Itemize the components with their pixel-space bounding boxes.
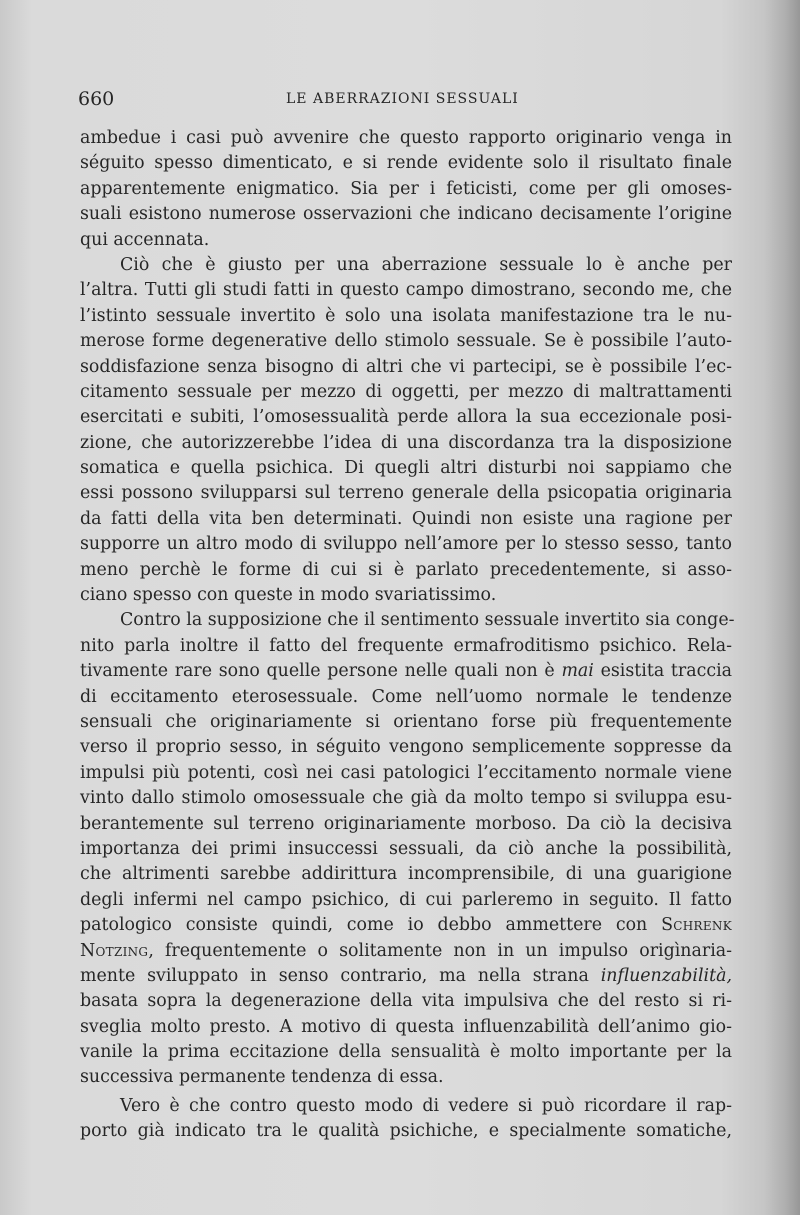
text-line [80, 939, 732, 964]
body-text [80, 126, 735, 1145]
text-line: successiva permanente tendenza di essa. [80, 1067, 444, 1088]
text-line: impulsi più potenti, così nei casi patologici l’eccitamento normale viene [80, 762, 732, 783]
author-name: Schrenk [661, 915, 732, 936]
text-line: esercitati e subiti, l’omosessualità perde allora la sua eccezionale posi- [80, 407, 732, 428]
text-line: soddisfazione senza bisogno di altri che vi partecipi, se è possibile l’ec- [80, 356, 732, 377]
text-line: che altrimenti sarebbe addirittura incomprensibile, di una guarigione [80, 864, 732, 885]
text-line: vinto dallo stimolo omosessuale che già da molto tempo si sviluppa esu- [80, 788, 732, 809]
text-line [80, 913, 732, 938]
line-segment: tivamente rare sono quelle persone nelle quali non è [80, 661, 562, 682]
paragraph-start-line: Ciò che è giusto per una aberrazione sessuale lo è anche per [120, 254, 732, 275]
text-line: porto già indicato tra le qualità psichiche, e specialmente somatiche, [80, 1121, 732, 1142]
text-line: sensuali che originariamente si orientano forse più frequentemente [80, 711, 732, 732]
paragraph-start-line: Contro la supposizione che il sentimento sessuale invertito sia conge- [120, 610, 735, 631]
text-line: séguito spesso dimenticato, e si rende evidente solo il risultato finale [80, 153, 732, 174]
text-line: citamento sessuale per mezzo di oggetti, per mezzo di maltrattamenti [80, 381, 732, 402]
text-line: merose forme degenerative dello stimolo sessuale. Se è possibile l’auto- [80, 331, 732, 352]
text-line [80, 659, 732, 684]
text-line: basata sopra la degenerazione della vita impulsiva che del resto si ri- [80, 991, 732, 1012]
text-line: l’altra. Tutti gli studi fatti in questo campo dimostrano, secondo me, che [80, 280, 732, 301]
italic-word: influenzabilità, [600, 965, 732, 986]
text-line: supporre un altro modo di sviluppo nell’amore per lo stesso sesso, tanto [80, 534, 732, 555]
text-line: apparentemente enigmatico. Sia per i feticisti, come per gli omoses- [80, 178, 732, 199]
text-line [80, 964, 732, 989]
text-line: vanile la prima eccitazione della sensualità è molto importante per la [80, 1042, 732, 1063]
text-line: essi possono svilupparsi sul terreno generale della psicopatia originaria [80, 483, 732, 504]
page-number: 660 [78, 88, 115, 110]
line-segment: esistita traccia [593, 661, 732, 682]
text-line: importanza dei primi insuccessi sessuali, da ciò anche la possibilità, [80, 838, 732, 859]
italic-word: mai [561, 661, 594, 682]
text-line: ambedue i casi può avvenire che questo rapporto originario venga in [80, 128, 732, 148]
text-line: berantemente sul terreno originariamente morboso. Da ciò la decisiva [80, 813, 732, 834]
line-segment: patologico consiste quindi, come io debbo ammettere con [80, 915, 662, 936]
paragraph-start-line: Vero è che contro questo modo di vedere si può ricordare il rap- [120, 1095, 732, 1116]
text-line: qui accennata. [80, 229, 210, 250]
line-segment: mente sviluppato in senso contrario, ma nella strana [80, 965, 601, 986]
text-line: verso il proprio sesso, in séguito vengono semplicemente soppresse da [80, 737, 732, 758]
text-line: di eccitamento eterosessuale. Come nell’uomo normale le tendenze [80, 686, 732, 707]
line-segment: , frequentemente o solitamente non in un impulso origìnaria- [148, 940, 732, 961]
page-header [72, 88, 732, 116]
text-line: sveglia molto presto. A motivo di questa influenzabilità dell’animo gio- [80, 1016, 732, 1037]
author-name: Notzing [80, 940, 149, 961]
text-line: l’istinto sessuale invertito è solo una isolata manifestazione tra le nu- [80, 305, 732, 326]
text-line: suali esistono numerose osservazioni che indicano decisamente l’origine [80, 204, 732, 225]
text-line: ciano spesso con queste in modo svariatissimo. [80, 585, 497, 606]
text-line: degli infermi nel campo psichico, di cui parleremo in seguito. Il fatto [80, 889, 732, 910]
page-edge-shadow [764, 0, 800, 1215]
text-line: meno perchè le forme di cui si è parlato precedentemente, si asso- [80, 559, 732, 580]
running-title: LE ABERRAZIONI SESSUALI [286, 91, 519, 107]
text-line: somatica e quella psichica. Di quegli altri disturbi noi sappiamo che [80, 458, 732, 479]
text-line: zione, che autorizzerebbe l’idea di una discordanza tra la disposizione [80, 432, 732, 453]
text-line: nito parla inoltre il fatto del frequente ermafroditismo psichico. Rela- [80, 635, 732, 656]
text-line: da fatti della vita ben determinati. Quindi non esiste una ragione per [80, 508, 732, 529]
